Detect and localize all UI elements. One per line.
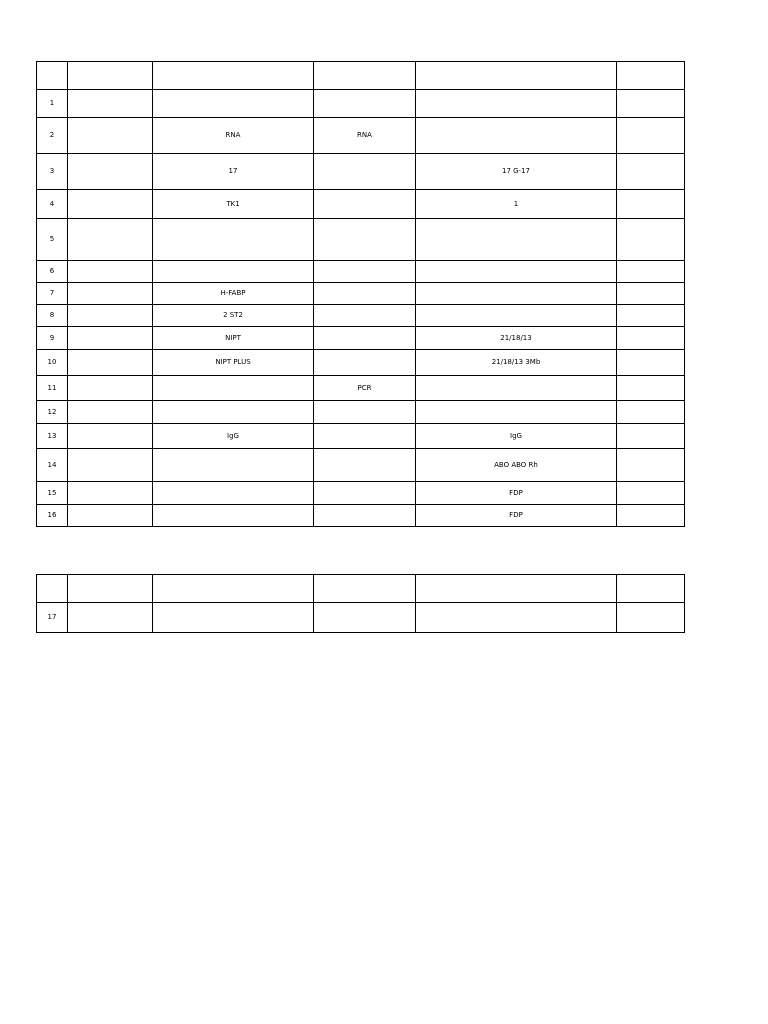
test-method [314, 482, 416, 505]
test-category [68, 118, 153, 154]
test-category [68, 190, 153, 219]
table-row [37, 424, 685, 449]
table-row [37, 219, 685, 261]
test-category [68, 482, 153, 505]
status [617, 327, 685, 350]
status [617, 350, 685, 376]
table-row [37, 305, 685, 327]
table-row [37, 350, 685, 376]
table-row [37, 118, 685, 154]
row-number: 8 [37, 305, 68, 327]
column-header [617, 575, 685, 603]
table-row [37, 261, 685, 283]
status [617, 505, 685, 527]
test-method [314, 603, 416, 633]
column-header [416, 62, 617, 90]
test-item-name: TK1 [153, 190, 314, 219]
row-number: 12 [37, 401, 68, 424]
clinical-significance: FDP [416, 482, 617, 505]
test-category [68, 505, 153, 527]
column-header [37, 575, 68, 603]
status [617, 261, 685, 283]
row-number: 1 [37, 90, 68, 118]
clinical-significance: 17 G-17 [416, 154, 617, 190]
clinical-significance [416, 603, 617, 633]
status [617, 190, 685, 219]
column-header [416, 575, 617, 603]
table-header-row [37, 62, 685, 90]
row-number: 7 [37, 283, 68, 305]
clinical-significance: FDP [416, 505, 617, 527]
row-number: 16 [37, 505, 68, 527]
table-header-row [37, 575, 685, 603]
row-number: 15 [37, 482, 68, 505]
clinical-significance [416, 90, 617, 118]
table-row [37, 90, 685, 118]
test-method: PCR [314, 376, 416, 401]
test-category [68, 219, 153, 261]
test-item-name [153, 401, 314, 424]
test-item-name: NIPT [153, 327, 314, 350]
test-item-name: IgG [153, 424, 314, 449]
test-item-name: RNA [153, 118, 314, 154]
row-number: 13 [37, 424, 68, 449]
table-row [37, 283, 685, 305]
row-number: 11 [37, 376, 68, 401]
page-title [330, 39, 590, 55]
column-header [314, 62, 416, 90]
additional-items-table [36, 574, 685, 633]
clinical-significance [416, 283, 617, 305]
test-item-name [153, 90, 314, 118]
test-item-name [153, 603, 314, 633]
clinical-significance [416, 305, 617, 327]
row-number: 9 [37, 327, 68, 350]
table-row [37, 505, 685, 527]
status [617, 376, 685, 401]
test-method [314, 190, 416, 219]
column-header [617, 62, 685, 90]
test-method [314, 90, 416, 118]
test-method [314, 449, 416, 482]
test-item-name: 2 ST2 [153, 305, 314, 327]
test-category [68, 350, 153, 376]
status [617, 482, 685, 505]
test-item-name [153, 219, 314, 261]
test-category [68, 154, 153, 190]
test-item-name: 17 [153, 154, 314, 190]
test-category [68, 424, 153, 449]
status [617, 90, 685, 118]
clinical-significance: 21/18/13 3Mb [416, 350, 617, 376]
test-category [68, 401, 153, 424]
clinical-significance [416, 219, 617, 261]
test-category [68, 283, 153, 305]
row-number: 5 [37, 219, 68, 261]
status [617, 283, 685, 305]
test-category [68, 376, 153, 401]
row-number: 14 [37, 449, 68, 482]
test-category [68, 603, 153, 633]
test-method [314, 219, 416, 261]
clinical-significance [416, 261, 617, 283]
column-header [68, 575, 153, 603]
column-header [314, 575, 416, 603]
table-row [37, 603, 685, 633]
row-number: 3 [37, 154, 68, 190]
status [617, 305, 685, 327]
table-row [37, 190, 685, 219]
test-item-name [153, 482, 314, 505]
test-item-name [153, 261, 314, 283]
column-header [68, 62, 153, 90]
test-item-name [153, 376, 314, 401]
test-category [68, 327, 153, 350]
clinical-significance: 1 [416, 190, 617, 219]
status [617, 118, 685, 154]
status [617, 449, 685, 482]
table-row [37, 449, 685, 482]
test-method [314, 261, 416, 283]
table-row [37, 154, 685, 190]
test-category [68, 90, 153, 118]
status [617, 219, 685, 261]
clinical-significance: 21/18/13 [416, 327, 617, 350]
test-category [68, 449, 153, 482]
clinical-significance: ABO ABO Rh [416, 449, 617, 482]
table-row [37, 482, 685, 505]
clinical-significance [416, 401, 617, 424]
test-category [68, 305, 153, 327]
test-item-name: H-FABP [153, 283, 314, 305]
row-number: 6 [37, 261, 68, 283]
test-item-name [153, 449, 314, 482]
column-header [37, 62, 68, 90]
test-method [314, 350, 416, 376]
test-method [314, 424, 416, 449]
test-items-table [36, 61, 685, 527]
clinical-significance [416, 118, 617, 154]
table-row [37, 376, 685, 401]
test-method [314, 154, 416, 190]
table-row [37, 327, 685, 350]
test-method: RNA [314, 118, 416, 154]
row-number: 2 [37, 118, 68, 154]
status [617, 401, 685, 424]
status [617, 424, 685, 449]
table-row [37, 401, 685, 424]
test-item-name [153, 505, 314, 527]
test-method [314, 401, 416, 424]
test-method [314, 305, 416, 327]
status [617, 603, 685, 633]
test-item-name: NIPT PLUS [153, 350, 314, 376]
test-category [68, 261, 153, 283]
row-number: 17 [37, 603, 68, 633]
status [617, 154, 685, 190]
row-number: 4 [37, 190, 68, 219]
row-number: 10 [37, 350, 68, 376]
clinical-significance: IgG [416, 424, 617, 449]
test-method [314, 327, 416, 350]
test-method [314, 505, 416, 527]
clinical-significance [416, 376, 617, 401]
column-header [153, 62, 314, 90]
test-method [314, 283, 416, 305]
column-header [153, 575, 314, 603]
